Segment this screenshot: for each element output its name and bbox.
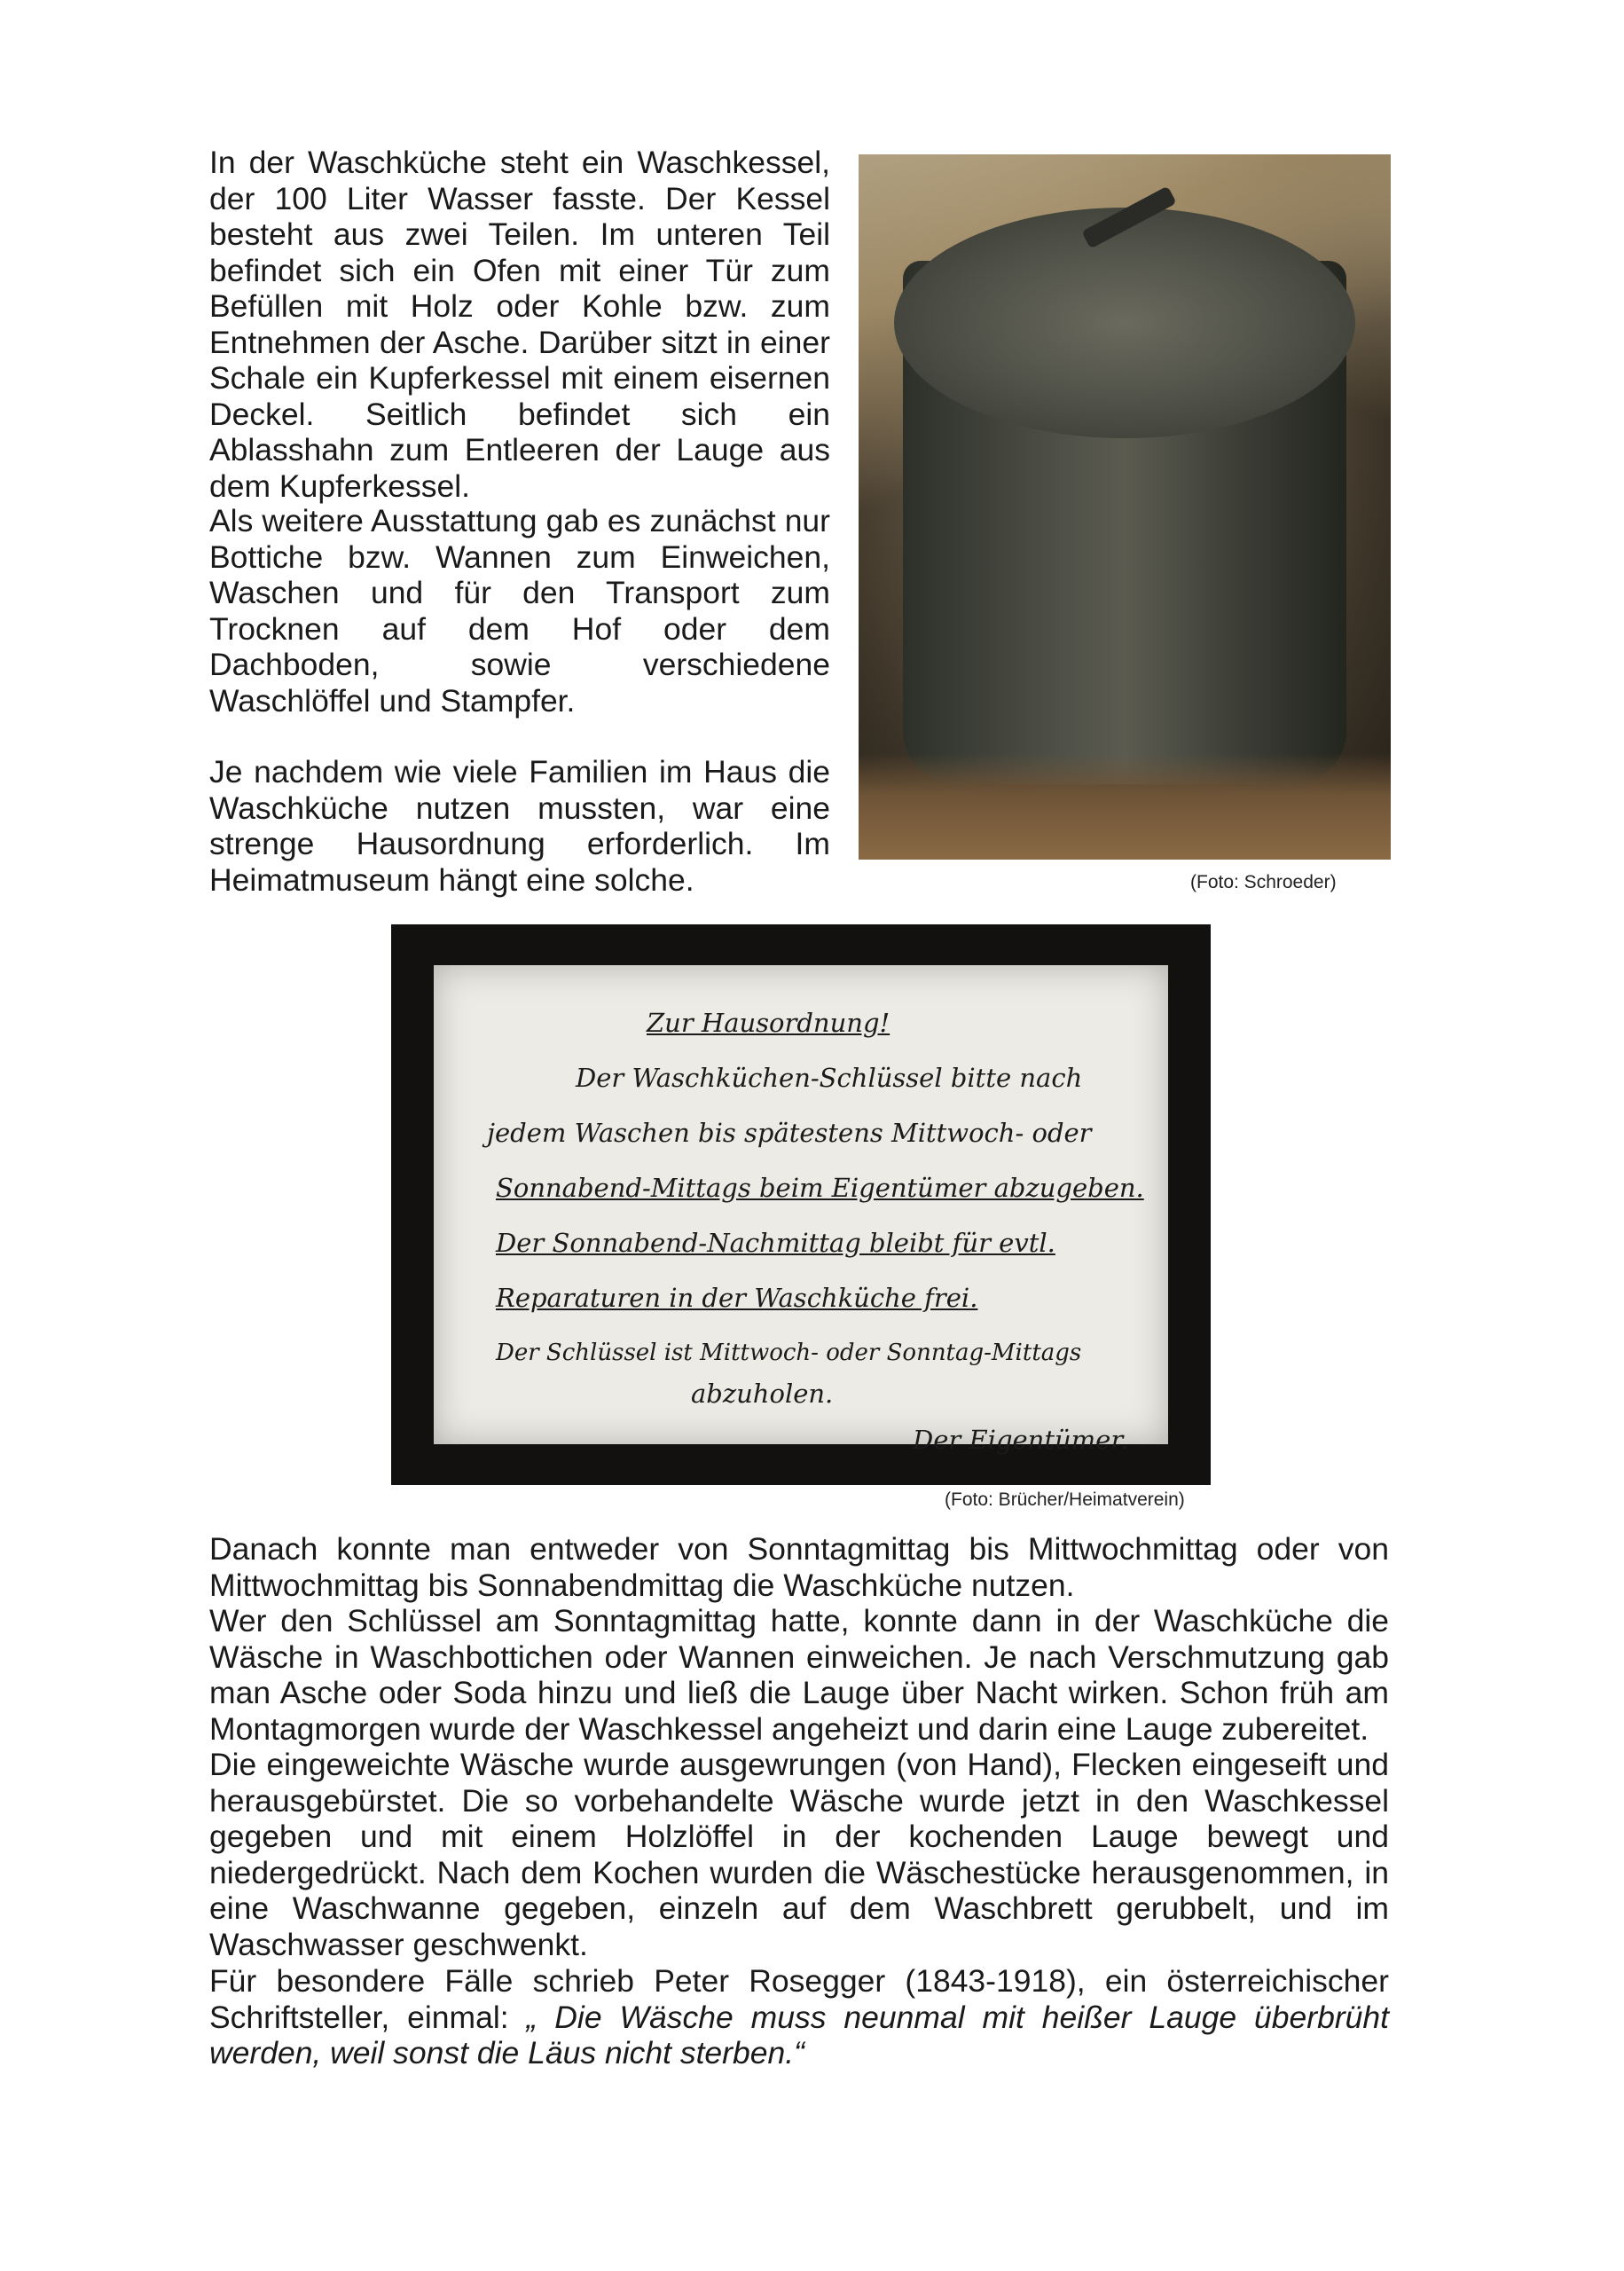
- paragraph-equipment: Als weitere Ausstattung gab es zunächst nur Bottiche bzw. Wannen zum Einweichen, Waschen und für den Transport zum Trocknen auf dem Hof oder dem Dachboden, sowie verschiedene Waschlöffel und Stampfer.: [209, 503, 830, 719]
- kettle-lid: [894, 208, 1355, 438]
- wash-kettle-photo: [859, 154, 1391, 860]
- rules-line: Reparaturen in der Waschküche frei.: [496, 1283, 978, 1313]
- rules-line: jedem Waschen bis spätestens Mittwoch- oder: [487, 1118, 1092, 1148]
- rules-line: abzuholen.: [691, 1379, 834, 1409]
- rules-line: Der Sonnabend-Nachmittag bleibt für evtl.: [496, 1228, 1055, 1258]
- paragraph-washing: Die eingeweichte Wäsche wurde ausgewrungen (von Hand), Flecken eingeseift und herausgebürstet. Die so vorbehandelte Wäsche wurde jetzt in den Waschkessel gegeben und mit einem Holzlöffel in der kochenden Lauge bewegt und niedergedrückt. Nach dem Kochen wurden die Wäschestücke herausgenommen, in eine Waschwanne gegeben, einzeln auf dem Waschbrett gerubbelt, und im Waschwasser geschwenkt.: [209, 1747, 1389, 1962]
- photo-caption-kettle: (Foto: Schroeder): [1190, 872, 1337, 892]
- rules-line: Sonnabend-Mittags beim Eigentümer abzugeben.: [496, 1173, 1144, 1203]
- quote-text: „ Die Wäsche muss neunmal mit heißer Lauge überbrüht werden, weil sonst die Läus nicht sterben.“: [209, 1999, 1389, 2071]
- house-rules-frame: [391, 924, 1211, 1485]
- paragraph-kettle-description: In der Waschküche steht ein Waschkessel, der 100 Liter Wasser fasste. Der Kessel besteht aus zwei Teilen. Im unteren Teil befindet sich ein Ofen mit einer Tür zum Befüllen mit Holz oder Kohle bzw. zum Entnehmen der Asche. Darüber sitzt in einer Schale ein Kupferkessel mit einem eisernen Deckel. Seitlich befindet sich ein Ablasshahn zum Entleeren der Lauge aus dem Kupferkessel.: [209, 145, 830, 504]
- paragraph-soaking: Wer den Schlüssel am Sonntagmittag hatte, konnte dann in der Waschküche die Wäsche in Waschbottichen oder Wannen einweichen. Je nach Verschmutzung gab man Asche oder Soda hinzu und ließ die Lauge über Nacht wirken. Schon früh am Montagmorgen wurde der Waschkessel angeheizt und darin eine Lauge zubereitet.: [209, 1603, 1389, 1747]
- rules-line: Der Schlüssel ist Mittwoch- oder Sonntag-Mittags: [496, 1340, 1082, 1366]
- paragraph-rosegger-quote: [209, 1963, 1389, 2071]
- photo-caption-house-rules: (Foto: Brücher/Heimatverein): [945, 1489, 1185, 1510]
- quote-lead-text: Für besondere Fälle schrieb Peter Rosegger (1843-1918), ein österreichischer Schriftsteller, einmal:: [209, 1963, 1389, 2035]
- photo-floor: [859, 753, 1391, 860]
- rules-signature: Der Eigentümer.: [913, 1425, 1129, 1455]
- rules-title: Zur Hausordnung!: [647, 1008, 890, 1038]
- rules-line: Der Waschküchen-Schlüssel bitte nach: [576, 1063, 1083, 1093]
- house-rules-sign: [434, 965, 1168, 1455]
- paragraph-house-rules-intro: Je nachdem wie viele Familien im Haus die Waschküche nutzen mussten, war eine strenge Hausordnung erforderlich. Im Heimatmuseum hängt eine solche.: [209, 754, 830, 898]
- paragraph-usage-times: Danach konnte man entweder von Sonntagmittag bis Mittwochmittag oder von Mittwochmittag bis Sonnabendmittag die Waschküche nutzen.: [209, 1531, 1389, 1603]
